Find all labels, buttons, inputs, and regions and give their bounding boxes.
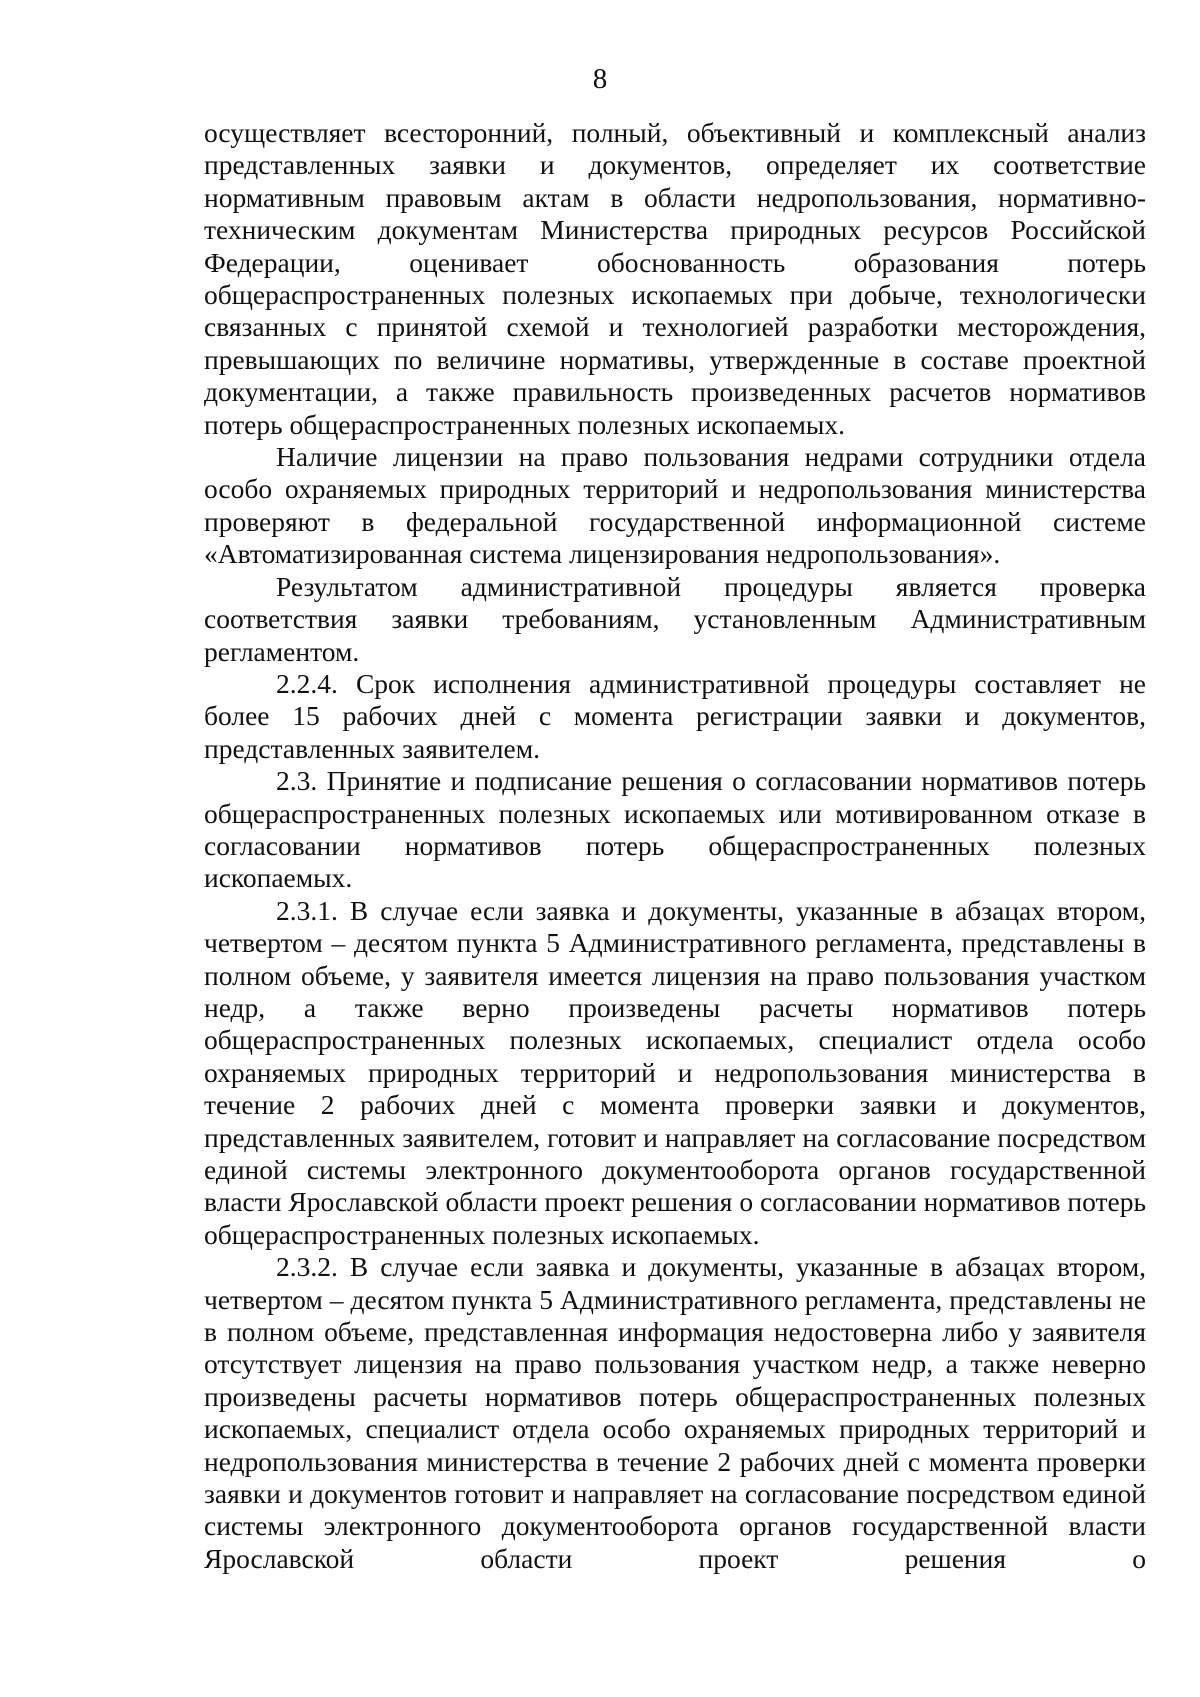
paragraph-2-3-2: 2.3.2. В случае если заявка и документы, указанные в абзацах втором, четвертом – десятом пункта 5 Административного регламента, представлены не в полном объеме, представленная информация недостоверна либо у заявителя отсутствует лицензия на право пользования участком недр, а также неверно произведены расчеты нормативов потерь общераспространенных полезных ископаемых, специалист отдела особо охраняемых природных территорий и недропользования министерства в течение 2 рабочих дней с момента проверки заявки и документов готовит и направляет на согласование посредством единой системы электронного документооборота органов государственной власти Ярославской области проект решения о <box>204 1251 1146 1574</box>
page-number: 8 <box>592 63 608 95</box>
paragraph-2-2-4: 2.2.4. Срок исполнения административной процедуры составляет не более 15 рабочих дней с момента регистрации заявки и документов, представленных заявителем. <box>204 667 1146 764</box>
paragraph-analysis-continuation: осуществляет всесторонний, полный, объективный и комплексный анализ представленных заявки и документов, определяет их соответствие нормативным правовым актам в области недропользования, нормативно-техническим документам Министерства природных ресурсов Российской Федерации, оценивает обоснованность образования потерь общераспространенных полезных ископаемых при добыче, технологически связанных с принятой схемой и технологией разработки месторождения, превышающих по величине нормативы, утвержденные в составе проектной документации, а также правильность произведенных расчетов нормативов потерь общераспространенных полезных ископаемых. <box>204 117 1146 440</box>
paragraph-2-3: 2.3. Принятие и подписание решения о согласовании нормативов потерь общераспространенных полезных ископаемых или мотивированном отказе в согласовании нормативов потерь общераспространенных полезных ископаемых. <box>204 765 1146 894</box>
paragraph-license-check: Наличие лицензии на право пользования недрами сотрудники отдела особо охраняемых природных территорий и недропользования министерства проверяют в федеральной государственной информационной системе «Автоматизированная система лицензирования недропользования». <box>204 441 1146 570</box>
paragraph-2-3-1: 2.3.1. В случае если заявка и документы, указанные в абзацах втором, четвертом – десятом пункта 5 Административного регламента, представлены в полном объеме, у заявителя имеется лицензия на право пользования участком недр, а также верно произведены расчеты нормативов потерь общераспространенных полезных ископаемых, специалист отдела особо охраняемых природных территорий и недропользования министерства в течение 2 рабочих дней с момента проверки заявки и документов, представленных заявителем, готовит и направляет на согласование посредством единой системы электронного документооборота органов государственной власти Ярославской области проект решения о согласовании нормативов потерь общераспространенных полезных ископаемых. <box>204 894 1146 1250</box>
paragraph-procedure-result: Результатом административной процедуры является проверка соответствия заявки требованиям, установленным Административным регламентом. <box>204 570 1146 667</box>
document-body <box>204 117 1146 1575</box>
